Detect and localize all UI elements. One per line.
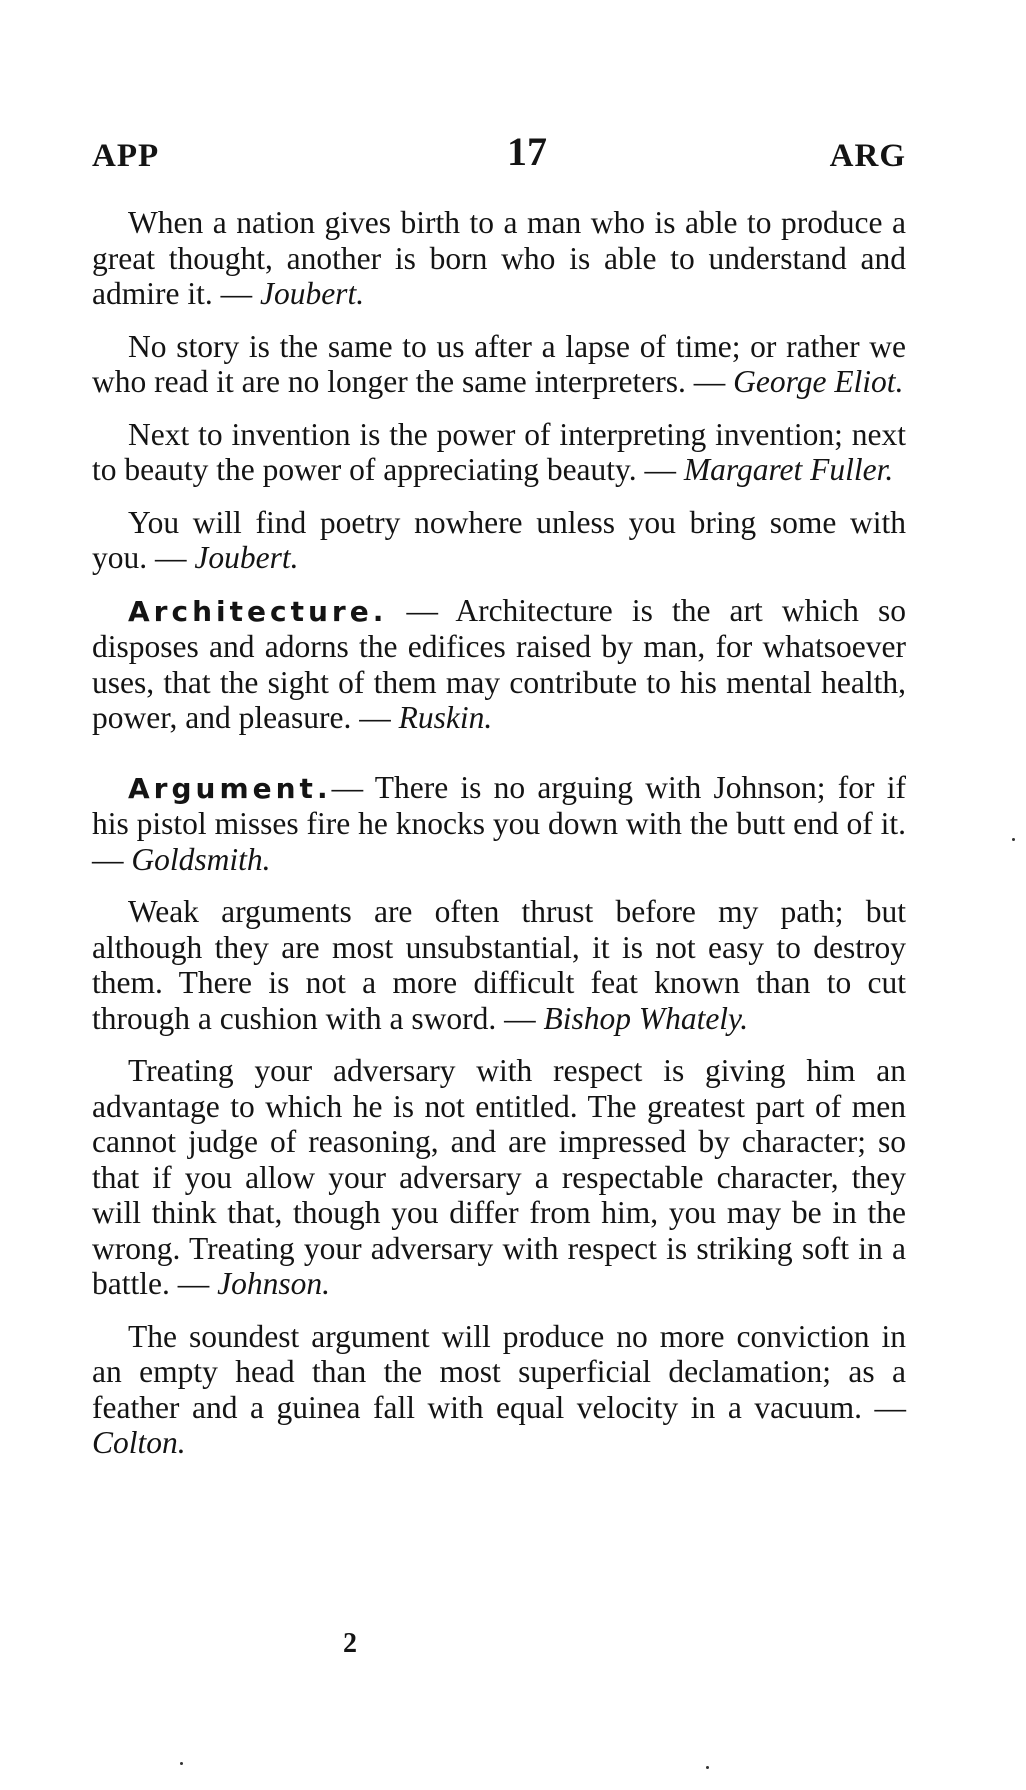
print-speck xyxy=(706,1766,709,1769)
quotation-attribution: Ruskin. xyxy=(398,700,493,735)
quotation-attribution: Joubert. xyxy=(194,540,299,575)
signature-mark: 2 xyxy=(343,1628,357,1659)
quotation-paragraph xyxy=(92,505,906,576)
quotation-attribution: Johnson. xyxy=(217,1266,330,1301)
quotation-paragraph xyxy=(92,894,906,1036)
quotation-attribution: George Eliot. xyxy=(733,364,904,399)
running-header xyxy=(92,128,906,178)
quotation-attribution: Margaret Fuller. xyxy=(683,452,894,487)
quotation-attribution: Bishop Whately. xyxy=(543,1000,749,1036)
header-right-guide-word: ARG xyxy=(829,138,906,174)
quotation-paragraph xyxy=(92,1319,906,1461)
entry-heading-term: Architecture. xyxy=(128,594,388,628)
header-left-guide-word: APP xyxy=(92,138,160,174)
quotation-text: — There is no arguing with Johnson; for if his pistol misses fire he knocks you down with the butt end of it. — xyxy=(92,769,906,877)
quotation-body xyxy=(92,205,906,1478)
page-number: 17 xyxy=(507,129,547,174)
quotation-text: Weak arguments are often thrust before my path; but although they are most unsubstantial, it is not easy to destroy them. There is not a more difficult feat known than to cut through a cushion with a sword. — xyxy=(92,894,906,1036)
quotation-text: Next to invention is the power of interpreting invention; next to beauty the power of appreciating beauty. — xyxy=(92,416,906,487)
quotation-text: — Architecture is the art which so disposes and adorns the edifices raised by man, for whatsoever uses, that the sight of them may contribute to his mental health, power, and pleasure. — xyxy=(92,592,906,735)
quotation-text: The soundest argument will produce no more conviction in an empty head than the most superficial declamation; as a feather and a guinea fall with equal velocity in a vacuum. — xyxy=(92,1318,906,1425)
quotation-paragraph xyxy=(92,593,906,736)
quotation-paragraph xyxy=(92,770,906,878)
quotation-text: No story is the same to us after a lapse of time; or rather we who read it are no longer the same interpreters. — xyxy=(92,328,906,399)
quotation-paragraph xyxy=(92,205,906,312)
quotation-paragraph xyxy=(92,417,906,488)
quotation-paragraph xyxy=(92,1053,906,1302)
quotation-text: You will find poetry nowhere unless you bring some with you. — xyxy=(92,504,906,575)
entry-heading-term: Argument. xyxy=(128,771,332,805)
quotation-text: When a nation gives birth to a man who is able to produce a great thought, another is born who is able to understand and admire it. — xyxy=(92,205,906,311)
quotation-text: Treating your adversary with respect is giving him an advantage to which he is not entitled. The greatest part of men cannot judge of reasoning, and are impressed by character; so that if you allow your adversary a respectable character, they will think that, though you differ from him, you may be in the wrong. Treating your adversary with respect is striking soft in a battle. — xyxy=(92,1053,906,1301)
quotation-attribution: Goldsmith. xyxy=(131,841,271,877)
quotation-paragraph xyxy=(92,329,906,400)
quotation-attribution: Colton. xyxy=(92,1425,186,1460)
quotation-attribution: Joubert. xyxy=(259,276,365,311)
print-speck xyxy=(180,1762,183,1765)
print-speck xyxy=(1012,838,1015,841)
